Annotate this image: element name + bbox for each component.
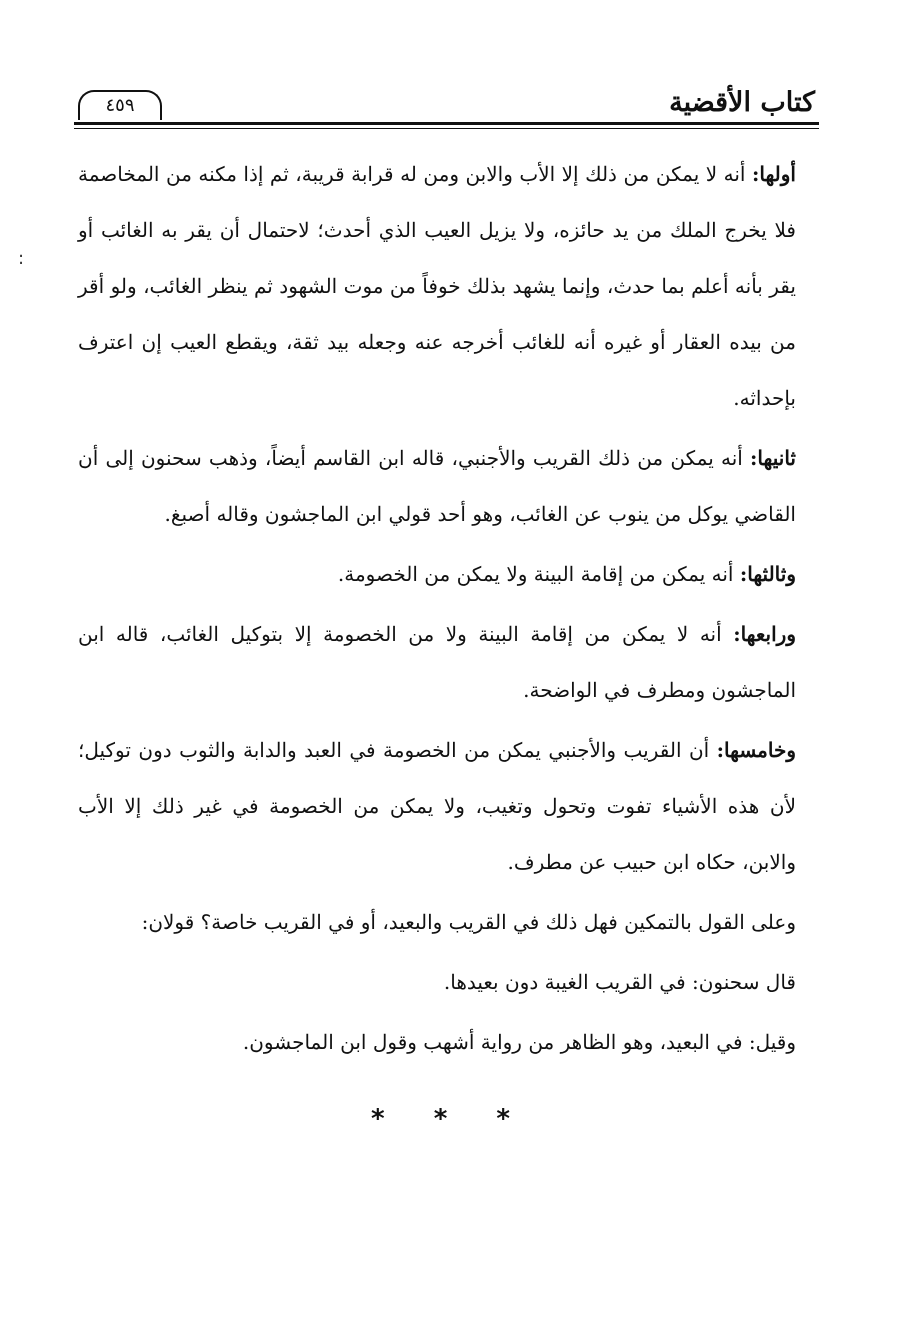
paragraph-text: وقيل: في البعيد، وهو الظاهر من رواية أشهب وقول ابن الماجشون. [242,1030,796,1054]
paragraph-lead: ثانيها: [750,446,796,470]
paragraph-fourth [78,606,818,718]
header-rule-thin [74,128,819,129]
paragraph-lead: أولها: [751,162,796,186]
margin-mark: : [18,248,25,269]
paragraph-text: أنه لا يمكن من إقامة البينة ولا من الخصومة إلا بتوكيل الغائب، قاله ابن الماجشون ومطرف في الواضحة. [78,622,796,702]
paragraph-text: أنه يمكن من إقامة البينة ولا يمكن من الخصومة. [337,562,740,586]
paragraph-text: قال سحنون: في القريب الغيبة دون بعيدها. [443,970,796,994]
paragraph-second [78,430,818,542]
section-separator: * * * [371,1104,530,1134]
paragraph-sahnun [78,954,818,1010]
book-title: كتاب الأقضية [669,87,815,118]
page-header [74,86,819,134]
paragraph-lead: وخامسها: [716,738,796,762]
paragraph-fifth [78,722,818,890]
page-body [78,146,818,1074]
page-number: ٤٥٩ [105,95,135,116]
page-number-frame [78,90,162,120]
paragraph-text: أن القريب والأجنبي يمكن من الخصومة في العبد والدابة والثوب دون توكيل؛ لأن هذه الأشياء تفوت وتحول وتغيب، ولا يمكن من الخصومة في غير ذلك إلا الأب والابن، حكاه ابن حبيب عن مطرف. [78,738,796,874]
paragraph-qila [78,1014,818,1070]
paragraph-text: أنه يمكن من ذلك القريب والأجنبي، قاله ابن القاسم أيضاً، وذهب سحنون إلى أن القاضي يوكل من ينوب عن الغائب، وهو أحد قولي ابن الماجشون وقاله أصبغ. [78,446,796,526]
paragraph-first [78,146,818,426]
paragraph-text: أنه لا يمكن من ذلك إلا الأب والابن ومن له قرابة قريبة، ثم إذا مكنه من المخاصمة فلا يخرج الملك من يد حائزه، ولا يزيل العيب الذي أحدث؛ لاحتمال أن يقر به الغائب أو يقر بأنه أعلم بما حدث، وإنما يشهد بذلك خوفاً من موت الشهود ثم ينظر الغائب، ولو أقر من بيده العقار أو غيره أنه للغائب أخرجه عنه وجعله بيد ثقة، ويقطع العيب إن اعترف بإحداثه. [78,162,796,410]
paragraph-lead: وثالثها: [739,562,796,586]
paragraph-text: وعلى القول بالتمكين فهل ذلك في القريب والبعيد، أو في القريب خاصة؟ قولان: [141,910,796,934]
paragraph-third [78,546,818,602]
header-rule [74,122,819,125]
paragraph-qawlan [78,894,818,950]
paragraph-lead: ورابعها: [733,622,796,646]
